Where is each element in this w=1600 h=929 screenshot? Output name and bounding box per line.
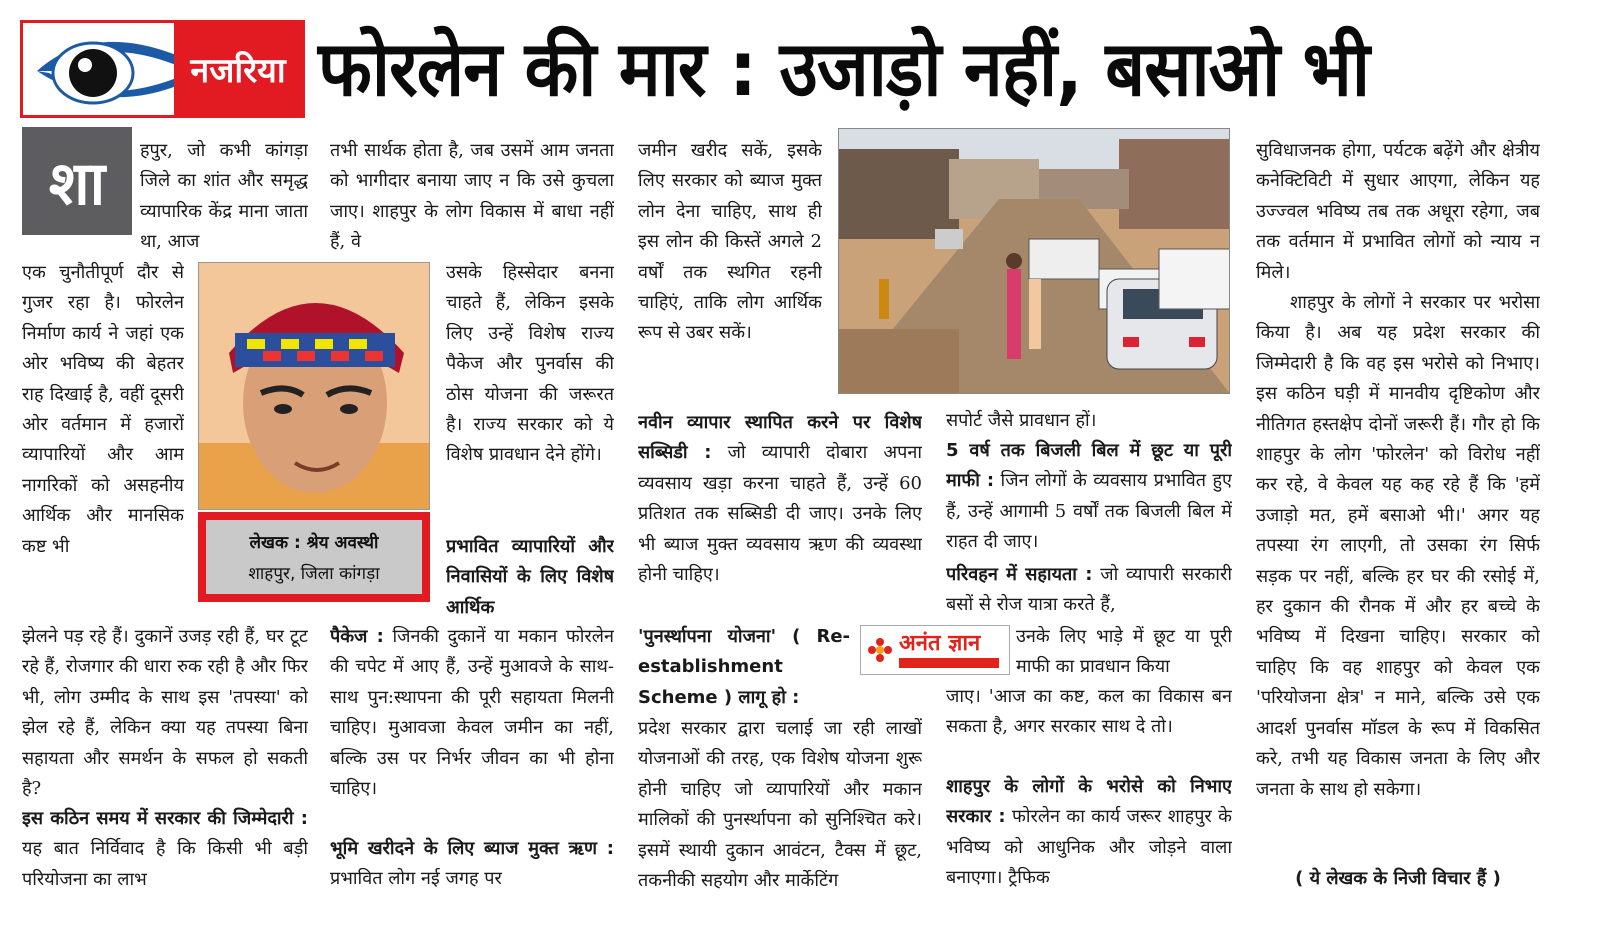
col2-full bbox=[330, 622, 614, 834]
author-caption bbox=[198, 512, 430, 602]
subheading: शाहपुर के लोगों के भरोसे को निभाए सरकार : bbox=[946, 776, 1232, 828]
col3-scheme-body: प्रदेश सरकार द्वारा चलाई जा रही लाखों योजनाओं की तरह, एक विशेष योजना शुरू होनी चाहिए जो व्यापारियों और मकान मालिकों की पुनर्स्थापना को सुनिश्चित करे। इसमें स्थायी दुकान आवंटन, टैक्स में छूट, तकनीकी सहयोग और मार्केटिंग bbox=[638, 718, 922, 892]
subheading: परिवहन में सहायता : bbox=[946, 564, 1093, 585]
eye-icon bbox=[33, 27, 183, 113]
subheading: इस कठिन समय में सरकार की जिम्मेदारी : bbox=[22, 808, 308, 829]
body-text: फोरलेन का कार्य जरूर शाहपुर के भविष्य को आधुनिक और जोड़ने वाला बनाएगा। ट्रैफिक bbox=[946, 806, 1232, 889]
road-construction-photo bbox=[838, 128, 1230, 394]
col4-transport-c: जाए। 'आज का कष्ट, कल का विकास बन सकता है, अगर सरकार साथ दे तो। bbox=[946, 686, 1232, 738]
author-photo bbox=[198, 262, 430, 510]
author-name: लेखक : श्रेय अवस्थी bbox=[249, 533, 379, 553]
body-text: यह बात निर्विवाद है कि किसी भी बड़ी परियोजना का लाभ bbox=[22, 838, 308, 890]
flower-icon bbox=[867, 637, 893, 663]
col3-subsection-subsidy bbox=[638, 408, 922, 622]
col1-subsection bbox=[22, 804, 308, 896]
drop-cap: शा bbox=[22, 127, 132, 235]
col5-p1: सुविधाजनक होगा, पर्यटक बढ़ेंगे और क्षेत्रीय कनेक्टिविटी में सुधार आएगा, लेकिन यह उज्ज्वल भविष्य तब तक अधूरा रहेगा, जब तक वर्तमान में प्रभावित लोगों को न्याय न मिले। bbox=[1256, 140, 1540, 283]
body-text: जो व्यापारी दोबारा अपना व्यवसाय खड़ा करना चाहते हैं, उन्हें 60 प्रतिशत तक सब्सिडी दी जाए। उनके लिए भी ब्याज मुक्त व्यवसाय ऋण की व्यवस्था होनी चाहिए। bbox=[638, 442, 922, 586]
col4-transport-a bbox=[946, 560, 1232, 622]
body-text: प्रभावित लोग नई जगह पर bbox=[330, 868, 502, 890]
body-text: जिनकी दुकानें या मकान फोरलेन की चपेट में आए हैं, उन्हें मुआवजे के साथ-साथ पुन:स्थापना की पूरी सहायता मिलनी चाहिए। मुआवजा केवल जमीन का नहीं, बल्कि उस पर निर्भर जीवन का भी होना चाहिए। bbox=[330, 626, 614, 800]
subheading: भूमि खरीदने के लिए ब्याज मुक्त ऋण : bbox=[330, 838, 614, 859]
col5-disclaimer bbox=[1256, 864, 1540, 896]
subheading: 5 वर्ष तक बिजली बिल में छूट या पूरी माफी : bbox=[946, 440, 1232, 492]
author-place: शाहपुर, जिला कांगड़ा bbox=[248, 564, 380, 584]
col4-top: सपोर्ट जैसे प्रावधान हों। bbox=[946, 410, 1097, 431]
subheading: 'पुनर्स्थापना योजना' ( Re-establishment Scheme ) लागू हो : bbox=[638, 626, 850, 708]
col1-narrow: एक चुनौतीपूर्ण दौर से गुजर रहा है। फोरलेन निर्माण कार्य ने जहां एक ओर भविष्य की बेहतर राह दिखाई है, वहीं दूसरी ओर वर्तमान में हजारों व्यापारियों और आम नागरिकों को असहनीय आर्थिक और मानसिक कष्ट भी bbox=[22, 262, 184, 557]
col1-full: झेलने पड़ रहे हैं। दुकानें उजड़ रही हैं, घर टूट रहे हैं, रोजगार की धारा रुक रही है और फिर भी, लोग उम्मीद के साथ इस 'तपस्या' को झेल रहे हैं, लेकिन क्या यह तपस्या बिना सहायता और समर्थन के सफल हो सकती है? bbox=[22, 626, 308, 800]
disclaimer: ( ये लेखक के निजी विचार हैं ) bbox=[1295, 868, 1501, 889]
headline: फोरलेन की मार : उजाड़ो नहीं, बसाओ भी bbox=[318, 24, 1370, 113]
col3-scheme-heading bbox=[638, 622, 850, 714]
col3-top: जमीन खरीद सकें, इसके लिए सरकार को ब्याज मुक्त लोन देना चाहिए, साथ ही इस लोन की किस्तें अगले 2 वर्षों तक स्थगित रहनी चाहिएं, ताकि लोग आर्थिक रूप से उबर सकें। bbox=[638, 140, 822, 344]
col1-intro: हपुर, जो कभी कांगड़ा जिले का शांत और समृद्ध व्यापारिक केंद्र माना जाता था, आज bbox=[140, 140, 308, 253]
col4-transport-b: उनके लिए भाड़े में छूट या पूरी माफी का प्रावधान किया bbox=[1016, 626, 1232, 678]
subheading: नवीन व्यापार स्थापित करने पर विशेष सब्सिडी : bbox=[638, 412, 922, 464]
badge-title: अनंत ज्ञान bbox=[899, 631, 981, 656]
badge-underline bbox=[899, 658, 999, 668]
col2-narrow-heading bbox=[446, 532, 614, 624]
logo bbox=[20, 20, 305, 118]
body-text: जिन लोगों के व्यवसाय प्रभावित हुए हैं, उन्हें आगामी 5 वर्षों तक बिजली बिल में राहत दी जाए। bbox=[946, 470, 1232, 553]
subheading: प्रभावित व्यापारियों और निवासियों के लिए विशेष आर्थिक bbox=[446, 536, 614, 618]
col4-subsection-trust bbox=[946, 772, 1232, 896]
col2-top: तभी सार्थक होता है, जब उसमें आम जनता को भागीदार बनाया जाए न कि उसे कुचला जाए। शाहपुर के लोग विकास में बाधा नहीं हैं, वे bbox=[330, 140, 614, 253]
col5-p2: शाहपुर के लोगों ने सरकार पर भरोसा किया है। अब यह प्रदेश सरकार की जिम्मेदारी है कि वह इस भरोसे को निभाए। इस कठिन घड़ी में मानवीय दृष्टिकोण और नीतिगत हस्तक्षेप दोनों जरूरी हैं। गौर हो कि शाहपुर के लोग 'फोरलेन' को विरोध नहीं कर रहे, वे केवल यह कह रहे हैं कि 'हमें उजाड़ो मत, हमें बसाओ भी।' अगर यह तपस्या रंग लाएगी, तो उसका रंग सिर्फ सड़क पर नहीं, बल्कि हर घर की रसोई में, हर दुकान की रौनक में और हर बच्चे के भविष्य में दिखना चाहिए। सरकार को चाहिए कि वह शाहपुर को केवल एक 'परियोजना क्षेत्र' न माने, बल्कि उसे एक आदर्श पुनर्वास मॉडल के रूप में विकसित करे, तभी यह विकास जनता के लिए और जनता के साथ हो सकेगा। bbox=[1256, 292, 1540, 800]
col4-subsection-electricity bbox=[946, 436, 1232, 560]
anant-gyan-badge bbox=[860, 625, 1010, 675]
col2-subsection bbox=[330, 834, 614, 896]
logo-label: नजरिया bbox=[174, 23, 302, 115]
subheading: पैकेज : bbox=[330, 626, 384, 647]
body-text: जो व्यापारी सरकारी बसों से रोज यात्रा करते हैं, bbox=[946, 564, 1232, 616]
col2-narrow: उसके हिस्सेदार बनना चाहते हैं, लेकिन इसके लिए उन्हें विशेष राज्य पैकेज और पुनर्वास की ठोस योजना की जरूरत है। राज्य सरकार को ये विशेष प्रावधान देने होंगे। bbox=[446, 262, 614, 466]
